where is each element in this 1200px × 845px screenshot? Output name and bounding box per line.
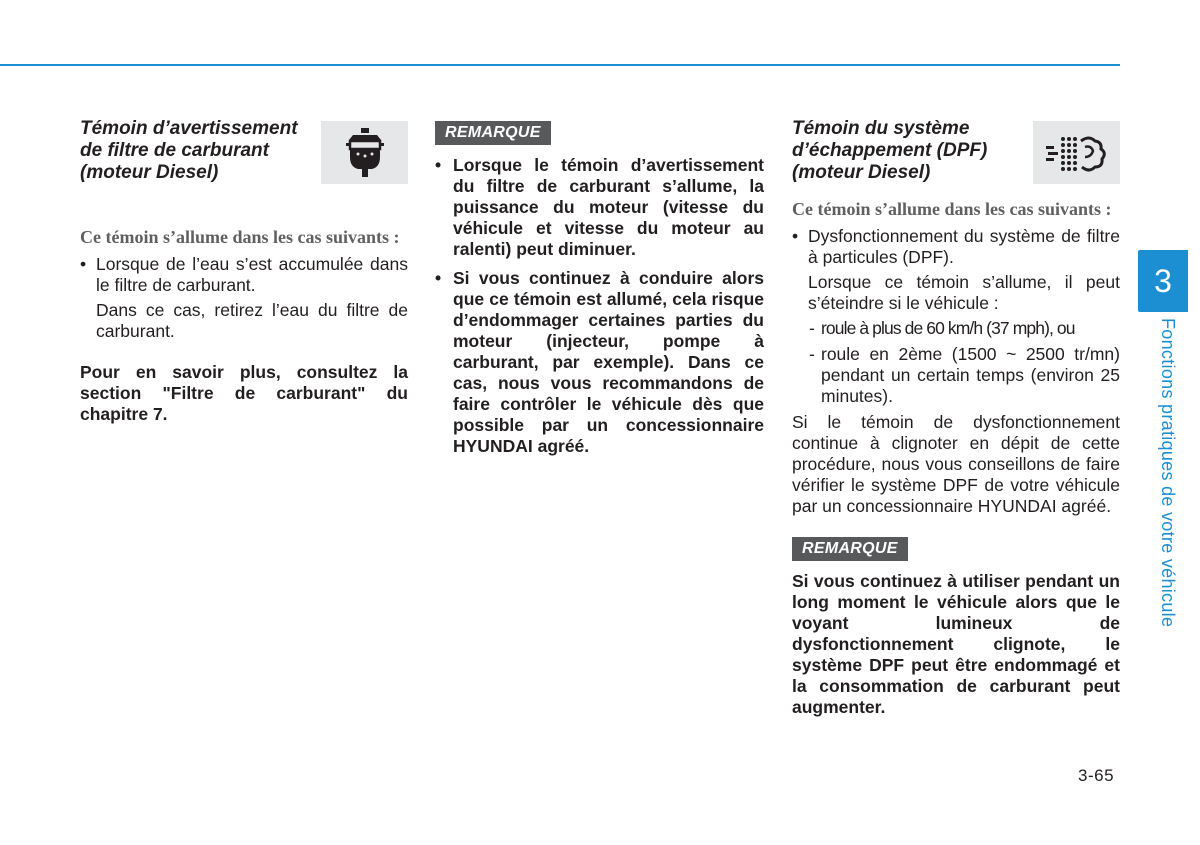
remark-label: REMARQUE xyxy=(435,121,551,145)
dpf-section xyxy=(792,118,1120,718)
page-number: 3-65 xyxy=(1078,766,1115,785)
header-rule xyxy=(0,64,1120,66)
remark-list xyxy=(435,155,764,457)
dpf-dash-item: - roule en 2ème (1500 ~ 2500 tr/mn) pendant un certain temps (environ 25 minutes). xyxy=(792,344,1120,407)
dpf-remark-text: Si vous continuez à utiliser pendant un long moment le véhicule alors que le voyant lumineux de dysfonctionnement clignote, le système DPF peut être endommagé et la consommation de carburant peut augmenter. xyxy=(792,571,1120,717)
fuel-filter-bullet-continuation: Dans ce cas, retirez l’eau du filtre de carburant. xyxy=(96,300,408,341)
fuel-filter-bullet: • Lorsque de l’eau s’est accumulée dans le filtre de carburant. xyxy=(80,254,408,296)
dpf-title-row xyxy=(792,118,1120,198)
fuel-filter-remark-section xyxy=(435,121,764,465)
dpf-bullet: • Dysfonctionnement du système de filtre à particules (DPF). xyxy=(792,226,1120,268)
chapter-tab: 3 xyxy=(1138,250,1188,312)
fuel-filter-title: Témoin d’avertissement de filtre de carburant (moteur Diesel) xyxy=(80,118,298,183)
fuel-filter-section xyxy=(80,118,408,425)
dpf-dash-item: - roule à plus de 60 km/h (37 mph), ou xyxy=(792,318,1120,339)
dpf-remark xyxy=(792,537,1120,718)
fuel-filter-condition-heading: Ce témoin s’allume dans les cas suivants : xyxy=(80,227,400,247)
dpf-bullet-continuation: Lorsque ce témoin s’allume, il peut s’éteindre si le véhicule : xyxy=(808,272,1120,313)
remark-label: REMARQUE xyxy=(792,537,908,561)
dpf-condition-heading: Ce témoin s’allume dans les cas suivants : xyxy=(792,199,1112,219)
dpf-icon-box xyxy=(1033,121,1120,184)
fuel-filter-icon xyxy=(343,127,387,179)
dpf-title: Témoin du système d’échappement (DPF) (moteur Diesel) xyxy=(792,118,988,183)
dpf-icon xyxy=(1045,131,1109,175)
chapter-title: Fonctions pratiques de votre véhicule xyxy=(1158,318,1178,628)
fuel-filter-icon-box xyxy=(321,121,408,184)
remark-bullet: • Lorsque le témoin d’avertissement du filtre de carburant s’allume, la puissance du moteur (vitesse du véhicule et vitesse du moteur au ralenti) peut diminuer. xyxy=(435,155,764,260)
remark-bullet: • Si vous continuez à conduire alors que ce témoin est allumé, cela risque d’endommager certaines parties du moteur (injecteur, pompe à carburant, par exemple). Dans ce cas, nous vous recommandons de faire contrôler le véhicule dès que possible par un concessionnaire HYUNDAI agréé. xyxy=(435,268,764,457)
fuel-filter-title-row xyxy=(80,118,408,226)
dpf-paragraph: Si le témoin de dysfonctionnement continue à clignoter en dépit de cette procédure, nous vous conseillons de faire vérifier le système DPF de votre véhicule par un concessionnaire HYUNDAI agréé. xyxy=(792,412,1120,516)
fuel-filter-note: Pour en savoir plus, consultez la section "Filtre de carburant" du chapitre 7. xyxy=(80,362,408,424)
